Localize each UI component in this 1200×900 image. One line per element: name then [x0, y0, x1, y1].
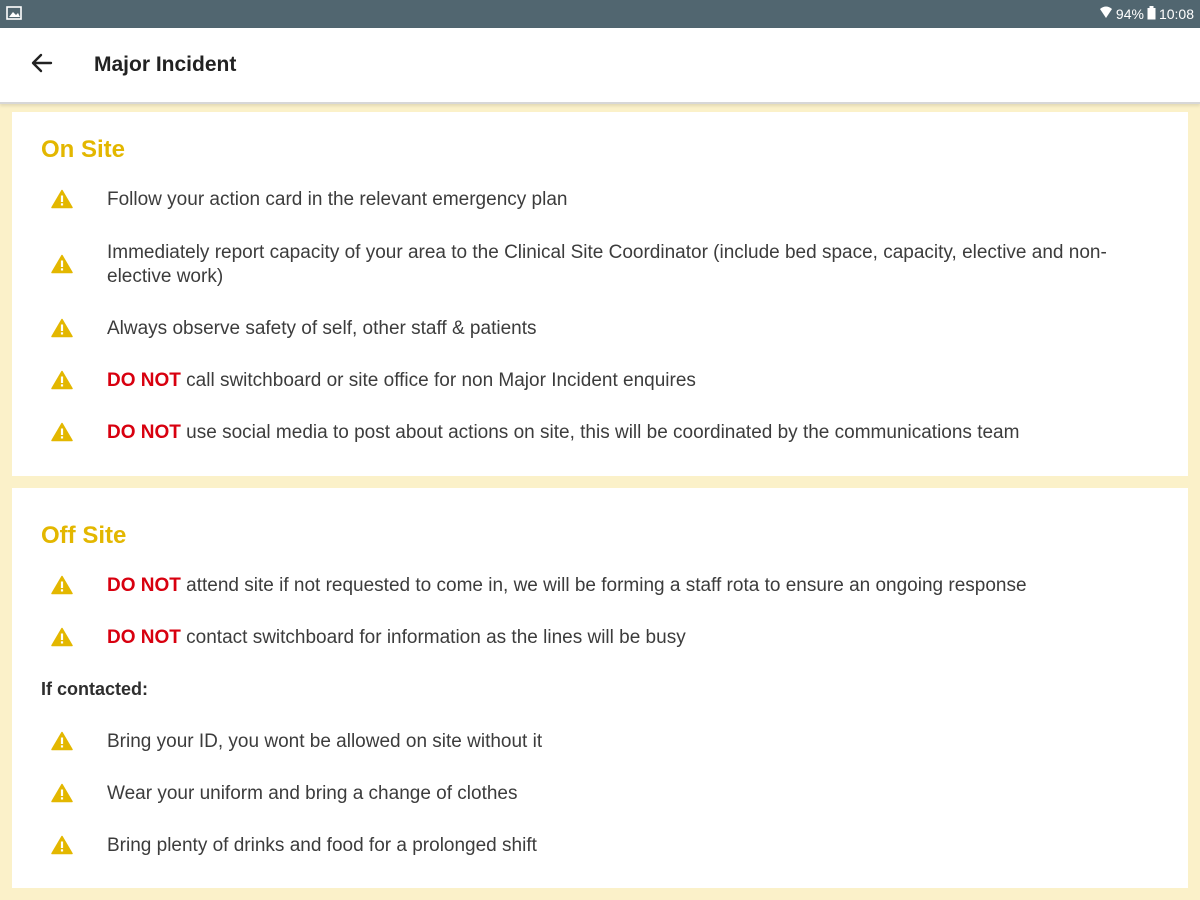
- arrow-left-icon: [31, 53, 53, 78]
- status-bar: [0, 0, 1200, 28]
- list-item: [12, 239, 1188, 291]
- warning-icon: [51, 835, 79, 857]
- page-title: Major Incident: [94, 53, 237, 76]
- off-site-title: Off Site: [41, 522, 127, 549]
- off-site-card: [12, 488, 1188, 888]
- item-text: use social media to post about actions on site, this will be coordinated by the communications team: [180, 422, 1020, 443]
- item-text: Immediately report capacity of your area to the Clinical Site Coordinator (include bed space, capacity, elective and non-elective work): [107, 242, 1107, 287]
- item-text: Bring plenty of drinks and food for a prolonged shift: [107, 835, 537, 856]
- list-item: [12, 186, 1188, 214]
- item-text: call switchboard or site office for non Major Incident enquires: [180, 370, 696, 391]
- battery-icon: [1147, 6, 1156, 23]
- do-not-label: DO NOT: [107, 575, 181, 596]
- warning-icon: [51, 575, 79, 597]
- app-bar: [0, 28, 1200, 104]
- wifi-icon: [1099, 6, 1113, 22]
- item-text: Follow your action card in the relevant emergency plan: [107, 189, 568, 210]
- warning-icon: [51, 318, 79, 340]
- on-site-card: [12, 112, 1188, 476]
- list-item: [12, 832, 1188, 860]
- warning-icon: [51, 731, 79, 753]
- back-button[interactable]: [0, 27, 84, 103]
- warning-icon: [51, 422, 79, 444]
- do-not-label: DO NOT: [107, 370, 181, 391]
- battery-percent: 94%: [1115, 6, 1144, 22]
- do-not-label: DO NOT: [107, 627, 181, 648]
- item-text: Always observe safety of self, other staff & patients: [107, 318, 537, 339]
- status-right: [1099, 6, 1194, 23]
- list-item: [12, 367, 1188, 395]
- status-left: [6, 6, 22, 23]
- list-item: [12, 315, 1188, 343]
- if-contacted-heading: If contacted:: [41, 679, 149, 699]
- item-text: Wear your uniform and bring a change of clothes: [107, 783, 518, 804]
- item-text: contact switchboard for information as the lines will be busy: [180, 627, 686, 648]
- list-item: [12, 572, 1188, 600]
- warning-icon: [51, 627, 79, 649]
- item-text: attend site if not requested to come in, we will be forming a staff rota to ensure an ongoing response: [180, 575, 1027, 596]
- on-site-title: On Site: [41, 136, 126, 163]
- warning-icon: [51, 370, 79, 392]
- do-not-label: DO NOT: [107, 422, 181, 443]
- list-item: [12, 728, 1188, 756]
- clock: 10:08: [1158, 6, 1194, 22]
- gallery-notification-icon: [6, 6, 22, 23]
- item-text: Bring your ID, you wont be allowed on site without it: [107, 731, 543, 752]
- list-item: [12, 419, 1188, 447]
- warning-icon: [51, 254, 79, 276]
- warning-icon: [51, 189, 79, 211]
- warning-icon: [51, 783, 79, 805]
- list-item: [12, 780, 1188, 808]
- list-item: [12, 624, 1188, 652]
